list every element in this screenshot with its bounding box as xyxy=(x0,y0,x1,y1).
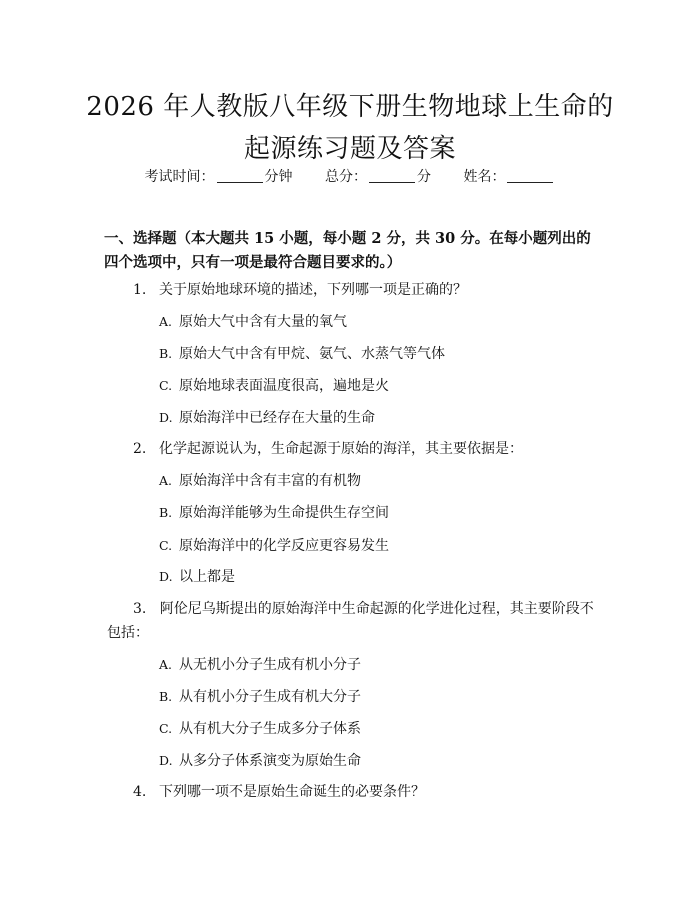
question-number: 2. xyxy=(133,441,147,457)
question-text: 3. 阿伦尼乌斯提出的原始海洋中生命起源的化学进化过程，其主要阶段不包括： xyxy=(107,601,594,641)
option-3d: D. 从多分子体系演变为原始生命 xyxy=(159,753,361,769)
question-text: 下列哪一项不是原始生命诞生的必要条件？ xyxy=(159,784,425,800)
question-number: 3. xyxy=(133,601,147,617)
option-3c: C. 从有机大分子生成多分子体系 xyxy=(159,721,361,737)
exam-time: 考试时间： 分钟 xyxy=(144,169,293,185)
time-blank xyxy=(217,168,263,183)
title-line-1: 2026 年人教版八年级下册生物地球上生命的 xyxy=(86,92,614,122)
document-title xyxy=(0,86,700,170)
option-2b: B. 原始海洋能够为生命提供生存空间 xyxy=(159,505,389,521)
exam-score: 总分： 分 xyxy=(325,169,431,185)
score-blank xyxy=(369,168,415,183)
question-text: 关于原始地球环境的描述，下列哪一项是正确的？ xyxy=(159,282,467,298)
option-2a: A. 原始海洋中含有丰富的有机物 xyxy=(159,473,361,489)
option-1b: B. 原始大气中含有甲烷、氨气、水蒸气等气体 xyxy=(159,346,445,362)
question-2 xyxy=(133,437,603,461)
option-1d: D. 原始海洋中已经存在大量的生命 xyxy=(159,410,375,426)
question-number: 1. xyxy=(133,282,147,298)
question-1 xyxy=(133,278,603,302)
name-blank xyxy=(507,168,553,183)
title-line-2: 起源练习题及答案 xyxy=(243,134,456,164)
option-1c: C. 原始地球表面温度很高，遍地是火 xyxy=(159,378,389,394)
question-4 xyxy=(133,780,603,804)
option-2d: D. 以上都是 xyxy=(159,569,235,585)
student-name: 姓名： xyxy=(463,169,555,185)
option-1a: A. 原始大气中含有大量的氧气 xyxy=(159,314,347,330)
option-2c: C. 原始海洋中的化学反应更容易发生 xyxy=(159,538,389,554)
question-3 xyxy=(107,597,603,645)
exam-meta xyxy=(0,167,700,187)
option-3b: B. 从有机小分子生成有机大分子 xyxy=(159,689,361,705)
option-3a: A. 从无机小分子生成有机小分子 xyxy=(159,657,361,673)
question-number: 4. xyxy=(133,784,147,800)
section-heading: 一、选择题（本大题共 15 小题，每小题 2 分，共 30 分。在每小题列出的四个选项中，只有一项是最符合题目要求的。） xyxy=(104,230,591,271)
question-text: 化学起源说认为，生命起源于原始的海洋，其主要依据是： xyxy=(159,441,523,457)
